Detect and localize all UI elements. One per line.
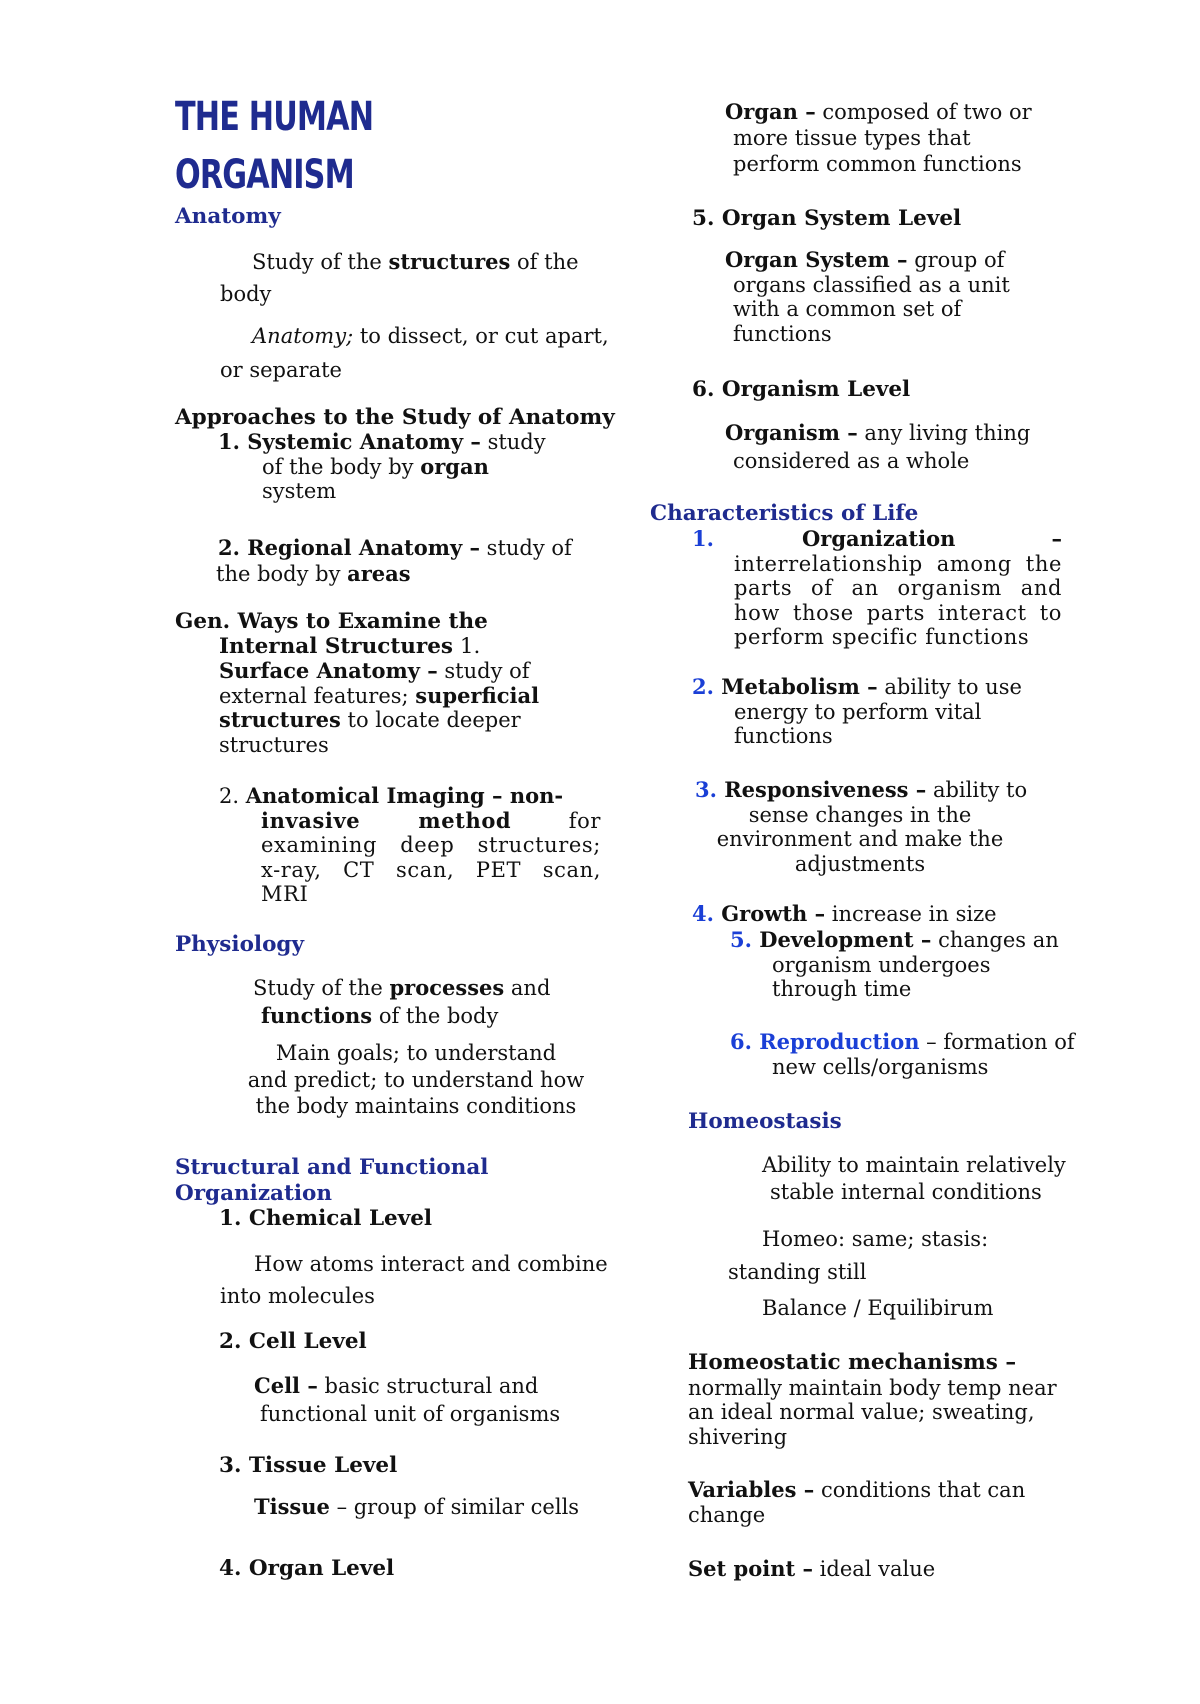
tissue-level-definition: Tissue – group of similar cells [254,1494,580,1519]
characteristic-growth: 4. Growth – increase in size [692,901,997,926]
page-title: THE HUMAN ORGANISM [175,94,374,198]
set-point-definition: Set point – ideal value [688,1556,936,1581]
organ-definition: Organ – composed of two or more tissue types that perform common functions [725,99,1032,176]
homeostasis-heading: Homeostasis [688,1109,842,1134]
variables-definition: Variables – conditions that can change [688,1477,1026,1527]
structural-functional-heading: Structural and Functional Organization [175,1155,489,1206]
organism-level-heading: 6. Organism Level [692,377,911,402]
characteristic-reproduction: 6. Reproduction – formation of new cells/organisms [730,1029,1075,1079]
characteristic-responsiveness: 3. Responsiveness – ability to sense changes in the environment and make the adjustments [695,777,1028,876]
characteristic-development: 5. Development – changes an organism undergoes through time [730,927,1059,1001]
homeostatic-mechanisms: Homeostatic mechanisms – normally maintain body temp near an ideal normal value; sweating, shivering [688,1350,1057,1449]
chemical-level-heading: 1. Chemical Level [219,1206,433,1231]
homeostasis-balance: Balance / Equilibirum [762,1296,994,1320]
cell-level-definition: Cell – basic structural and functional unit of organisms [254,1373,561,1426]
homeostasis-definition: Ability to maintain relatively stable internal conditions [762,1153,1066,1204]
characteristic-metabolism: 2. Metabolism – ability to use energy to perform vital functions [692,674,1022,748]
systemic-anatomy-item: 1. Systemic Anatomy – study of the body by organ system [218,429,546,503]
physiology-heading: Physiology [175,932,304,957]
organ-system-definition: Organ System – group of organs classified as a unit with a common set of functions [725,247,1010,346]
anatomy-etymology: Anatomy; to dissect, or cut apart, or separate [220,324,609,382]
tissue-level-heading: 3. Tissue Level [219,1453,398,1478]
physiology-goals: Main goals; to understand and predict; to understand how the body maintains conditions [247,1041,585,1118]
anatomy-heading: Anatomy [175,204,281,229]
organism-definition: Organism – any living thing considered as a whole [725,420,1031,473]
chemical-level-definition: How atoms interact and combine into molecules [220,1252,608,1308]
gen-ways-heading: Gen. Ways to Examine the Internal Structures 1. [175,609,488,659]
anatomy-definition: Study of the structures of the body [220,249,579,306]
approaches-heading: Approaches to the Study of Anatomy [175,405,615,430]
organ-system-level-heading: 5. Organ System Level [692,206,962,231]
physiology-definition: Study of the processes and functions of the body [253,975,551,1028]
homeostasis-etymology: Homeo: same; stasis: standing still [728,1227,989,1284]
cell-level-heading: 2. Cell Level [219,1329,367,1354]
surface-anatomy-item: Surface Anatomy – study of external features; superficial structures to locate deeper structures [219,658,540,757]
regional-anatomy-item: 2. Regional Anatomy – study of the body by areas [216,535,572,586]
characteristics-heading: Characteristics of Life [650,501,919,526]
characteristic-organization: 1. Organization – interrelationship among the parts of an organism and how those parts interact to perform specific functions [692,526,1062,649]
anatomical-imaging-item: 2. Anatomical Imaging – non- invasive method for examining deep structures; x-ray, CT scan, PET scan, MRI [219,783,601,906]
organ-level-heading: 4. Organ Level [219,1556,395,1581]
